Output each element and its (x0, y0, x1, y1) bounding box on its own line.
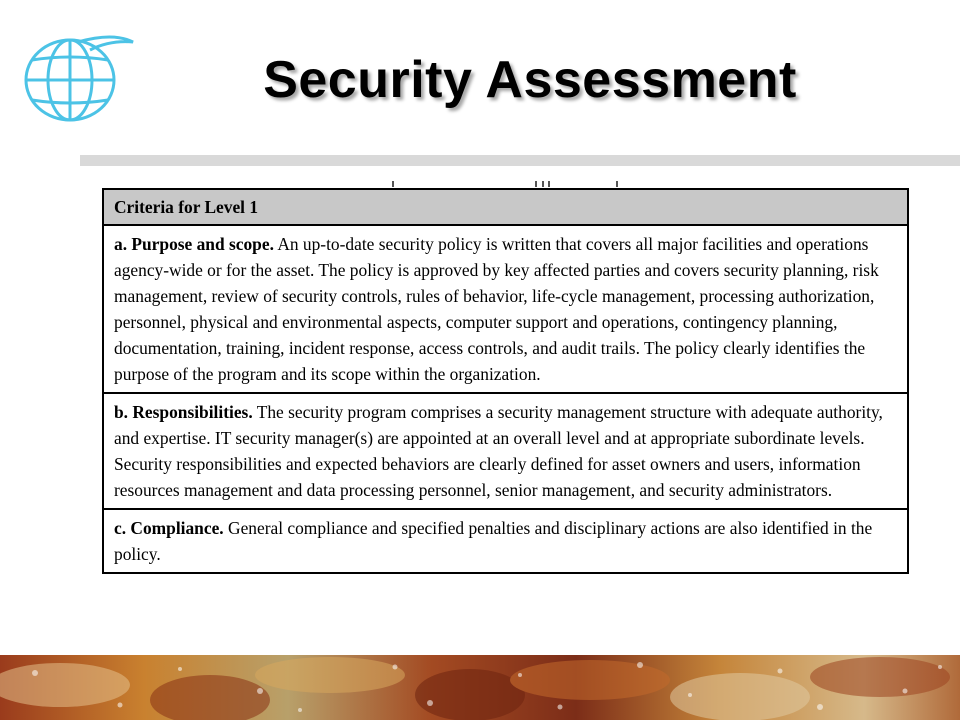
table-row-compliance (104, 510, 907, 572)
title-divider (80, 155, 960, 166)
row-heading: a. Purpose and scope. (114, 234, 274, 254)
table-header: Criteria for Level 1 (104, 190, 907, 226)
table-row-purpose-scope (104, 226, 907, 394)
row-body: General compliance and specified penalties and disciplinary actions are also identified in the policy. (114, 518, 873, 564)
row-body: The security program comprises a security management structure with adequate authority, and expertise. IT security manager(s) are appointed at an overall level and at appropriate subordinate levels. Security responsibilities and expected behaviors are clearly defined for asset owners and users, information resources management and data processing personnel, senior management, and security administrators. (114, 402, 883, 500)
criteria-table (102, 188, 909, 574)
row-heading: c. Compliance. (114, 518, 224, 538)
cropped-text-fragment (380, 181, 640, 187)
table-row-responsibilities (104, 394, 907, 510)
row-body: An up-to-date security policy is written that covers all major facilities and operations agency-wide or for the asset. The policy is approved by key affected parties and covers security planning, risk management, review of security controls, rules of behavior, life-cycle management, processing authorization, personnel, physical and environmental aspects, computer support and operations, contingency planning, documentation, training, incident response, access controls, and audit trails. The policy clearly identifies the purpose of the program and its scope within the organization. (114, 234, 879, 384)
slide-title: Security Assessment (263, 51, 797, 109)
row-heading: b. Responsibilities. (114, 402, 253, 422)
autumn-leaves-footer-image (0, 655, 960, 720)
